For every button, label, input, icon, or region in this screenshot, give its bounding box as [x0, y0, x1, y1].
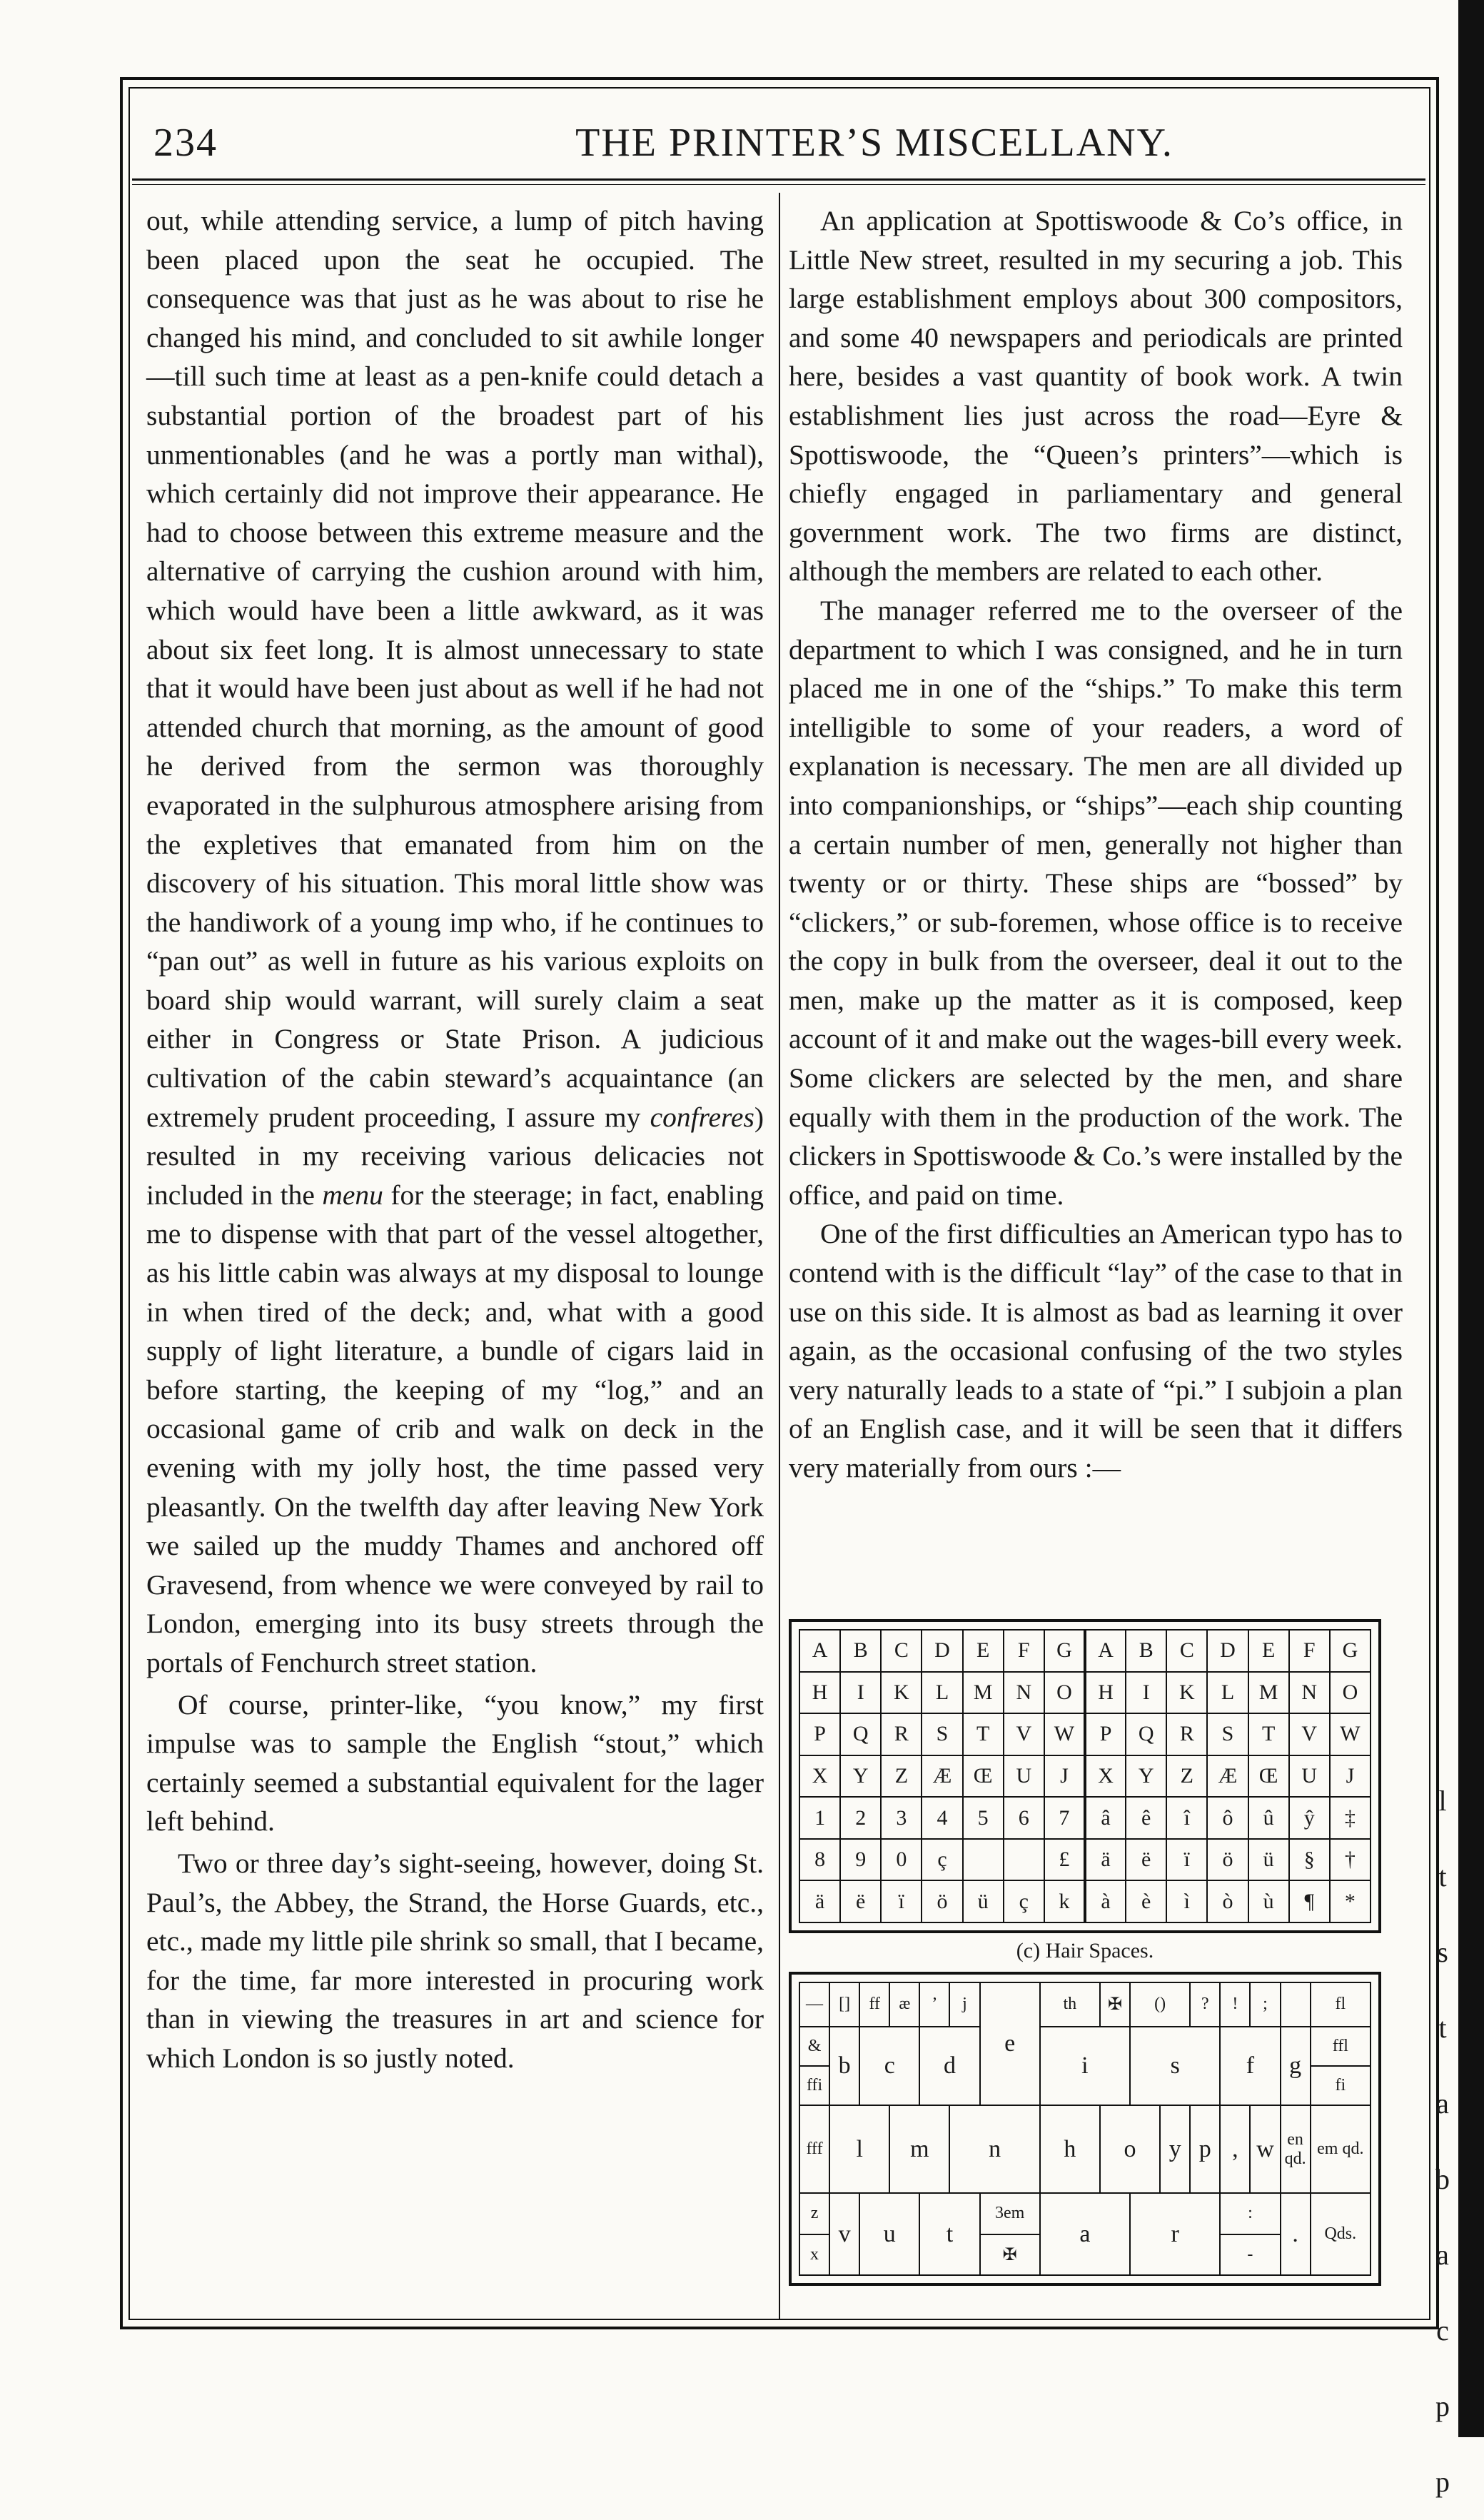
upper-case-cell: ŷ: [1289, 1797, 1330, 1839]
lower-cell-stack: ffl fi: [1311, 2027, 1371, 2106]
upper-case-cell: ô: [1207, 1797, 1248, 1839]
upper-case-cell: ù: [1248, 1880, 1289, 1922]
lower-case-diagram: [789, 1972, 1381, 2286]
upper-case-cell: 0: [881, 1839, 922, 1881]
running-title: THE PRINTER’S MISCELLANY.: [575, 121, 1173, 165]
upper-case-cell: C: [1166, 1630, 1207, 1672]
upper-case-cell: £: [1044, 1839, 1085, 1881]
right-paragraph-1: An application at Spottiswoode & Co’s office, in Little New street, resulted in my securing a job. This large establishment employs about 300 compositors, and some 40 newspapers and periodicals are printed here, besides a vast quantity of book work. A twin establishment lies just across the road—Eyre & Spottiswoode, the “Queen’s printers”—which is chiefly engaged in parliamentary and general government work. The two firms are distinct, although the members are related to each other.: [789, 205, 1403, 588]
upper-case-cell: E: [1248, 1630, 1289, 1672]
upper-case-cell: M: [963, 1672, 1004, 1714]
upper-case-cell: 2: [840, 1797, 881, 1839]
upper-case-cell: à: [1085, 1880, 1126, 1922]
adjacent-page-edge: [1458, 0, 1484, 2437]
upper-case-cell: X: [799, 1755, 840, 1798]
upper-case-cell: A: [799, 1630, 840, 1672]
lower-cell-stack: : -: [1220, 2193, 1280, 2275]
upper-case-cell: U: [1289, 1755, 1330, 1798]
upper-case-cell: †: [1330, 1839, 1371, 1881]
upper-case-cell: O: [1044, 1672, 1085, 1714]
upper-case-cell: ü: [963, 1880, 1004, 1922]
lower-cell: l: [829, 2105, 889, 2193]
upper-case-cell: ë: [1126, 1839, 1166, 1881]
lower-cell: Qds.: [1311, 2193, 1371, 2275]
lower-cell: —: [799, 1982, 829, 2027]
page-header: [153, 120, 1410, 170]
upper-case-cell: E: [963, 1630, 1004, 1672]
upper-case-cell: Z: [1166, 1755, 1207, 1798]
upper-case-cell: Œ: [1248, 1755, 1289, 1798]
upper-case-cell: §: [1289, 1839, 1330, 1881]
upper-case-cell: 7: [1044, 1797, 1085, 1839]
lower-cell: d: [919, 2027, 979, 2106]
upper-case-cell: Æ: [922, 1755, 962, 1798]
lower-cell: n: [949, 2105, 1039, 2193]
lower-cell: []: [829, 1982, 859, 2027]
upper-case-cell: ö: [1207, 1839, 1248, 1881]
header-rule: [132, 178, 1425, 181]
left-column: [146, 201, 764, 2078]
adjacent-page-letters: l t s t a b a c p p: [1435, 1785, 1450, 2498]
lower-cell: .: [1281, 2193, 1311, 2275]
upper-case-cell: ¶: [1289, 1880, 1330, 1922]
upper-case-cell: ç: [1004, 1880, 1044, 1922]
lower-cell-stack: 3em ✠: [980, 2193, 1040, 2275]
lower-cell-stack: z x: [799, 2193, 829, 2275]
lower-cell: b: [829, 2027, 859, 2106]
page-number: 234: [153, 121, 218, 165]
lower-cell: p: [1190, 2105, 1220, 2193]
lower-cell: a: [1040, 2193, 1130, 2275]
lower-cell: w: [1250, 2105, 1280, 2193]
lower-cell: ✠: [1100, 1982, 1130, 2027]
lower-cell: ,: [1220, 2105, 1250, 2193]
upper-case-cell: S: [1207, 1713, 1248, 1755]
upper-case-cell: ‡: [1330, 1797, 1371, 1839]
upper-case-cell: ò: [1207, 1880, 1248, 1922]
upper-case-cell: 5: [963, 1797, 1004, 1839]
lower-cell: y: [1160, 2105, 1190, 2193]
upper-case-cell: ë: [840, 1880, 881, 1922]
lower-cell: (): [1130, 1982, 1190, 2027]
upper-case-cell: V: [1289, 1713, 1330, 1755]
upper-case-cell: û: [1248, 1797, 1289, 1839]
column-rule: [779, 193, 780, 2320]
upper-case-cell: F: [1289, 1630, 1330, 1672]
left-paragraph-3: Two or three day’s sight-seeing, however, doing St. Paul’s, the Abbey, the Strand, the Horse Guards, etc., etc., made my little pile shrink so small, that I became, for the time, far more interested in procuring work than in viewing the treasures in art and science for which London is so justly noted.: [146, 1847, 764, 2074]
upper-case-cell: Œ: [963, 1755, 1004, 1798]
upper-case-cell: D: [922, 1630, 962, 1672]
upper-case-cell: G: [1330, 1630, 1371, 1672]
right-column: [789, 201, 1403, 1488]
upper-case-cell: k: [1044, 1880, 1085, 1922]
lower-cell: fff: [799, 2105, 829, 2193]
lower-cell: o: [1100, 2105, 1160, 2193]
upper-case-cell: [963, 1839, 1004, 1881]
right-paragraph-3: One of the first difficulties an American typo has to contend with is the difficult “lay” of the case to that in use on this side. It is almost as bad as learning it over again, as the occasional confusing of the two styles very naturally leads to a state of “pi.” I subjoin a plan of an English case, and it will be seen that it differs very materially from ours :—: [789, 1218, 1403, 1483]
lower-cell: g: [1281, 2027, 1311, 2106]
upper-case-cell: Z: [881, 1755, 922, 1798]
upper-case-cell: U: [1004, 1755, 1044, 1798]
upper-case-cell: H: [799, 1672, 840, 1714]
upper-case-cell: B: [1126, 1630, 1166, 1672]
upper-case-cell: ö: [922, 1880, 962, 1922]
lower-cell: s: [1130, 2027, 1220, 2106]
upper-case-cell: V: [1004, 1713, 1044, 1755]
upper-case-cell: ï: [1166, 1839, 1207, 1881]
upper-case-cell: M: [1248, 1672, 1289, 1714]
lower-cell: fl: [1311, 1982, 1371, 2027]
lower-cell: ’: [919, 1982, 949, 2027]
upper-case-cell: ì: [1166, 1880, 1207, 1922]
upper-case-cell: Q: [1126, 1713, 1166, 1755]
upper-case-cell: S: [922, 1713, 962, 1755]
upper-case-cell: H: [1085, 1672, 1126, 1714]
lower-cell-e: e: [980, 1982, 1040, 2105]
upper-case-cell: B: [840, 1630, 881, 1672]
upper-case-cell: ü: [1248, 1839, 1289, 1881]
lower-cell: h: [1040, 2105, 1100, 2193]
upper-case-cell: W: [1044, 1713, 1085, 1755]
upper-case-cell: C: [881, 1630, 922, 1672]
upper-case-cell: W: [1330, 1713, 1371, 1755]
lower-cell: æ: [889, 1982, 919, 2027]
upper-case-cell: î: [1166, 1797, 1207, 1839]
upper-case-cell: I: [840, 1672, 881, 1714]
upper-case-cell: R: [881, 1713, 922, 1755]
upper-case-cell: J: [1330, 1755, 1371, 1798]
upper-case-cell: Q: [840, 1713, 881, 1755]
upper-case-diagram: [789, 1619, 1381, 1933]
upper-case-cell: J: [1044, 1755, 1085, 1798]
upper-case-cell: P: [799, 1713, 840, 1755]
lower-cell: ff: [859, 1982, 889, 2027]
lower-cell: [1281, 1982, 1311, 2027]
left-paragraph-1: out, while attending service, a lump of pitch having been placed upon the seat he occupied. The consequence was that just as he was about to rise he changed his mind, and concluded to sit awhile longer—till such time at least as a pen-knife could detach a substantial portion of the broadest part of his unmentionables (and he was a portly man withal), which certainly did not improve their appearance. He had to choose between this extreme measure and the alternative of carrying the cushion around with him, which would have been a little awkward, as it was about six feet long. It is almost unnecessary to state that it would have been just about as well if he had not attended church that morning, as the amount of good he derived from the sermon was thoroughly evaporated in the sulphurous atmosphere arising from the expletives that emanated from him on the discovery of his situation. This moral little show was the handiwork of a young imp who, if he continues to “pan out” as well in future as his various exploits on board ship would warrant, will surely claim a seat either in Congress or State Prison. A judicious cultivation of the cabin steward’s acquaintance (an extremely prudent proceeding, I assure my confreres) resulted in my receiving various delicacies not included in the menu for the steerage; in fact, enabling me to dispense with that part of the vessel altogether, as his little cabin was always at my disposal to lounge in when tired of the deck; and, what with a good supply of light literature, a bundle of cigars laid in before starting, the keeping of my “log,” and an occasional game of crib and walk on deck in the evening with my jolly host, the time passed very pleasantly. On the twelfth day after leaving New York we sailed up the muddy Thames and anchored off Gravesend, from whence we were conveyed by rail to London, emerging into its busy streets through the portals of Fenchurch street station.: [146, 205, 764, 1678]
upper-case-cell: T: [963, 1713, 1004, 1755]
upper-case-cell: L: [922, 1672, 962, 1714]
upper-case-cell: Y: [1126, 1755, 1166, 1798]
lower-cell: ;: [1250, 1982, 1280, 2027]
lower-cell: v: [829, 2193, 859, 2275]
upper-case-cell: N: [1289, 1672, 1330, 1714]
upper-case-cell: D: [1207, 1630, 1248, 1672]
upper-case-cell: I: [1126, 1672, 1166, 1714]
lower-cell: en qd.: [1281, 2105, 1311, 2193]
upper-case-cell: 9: [840, 1839, 881, 1881]
lower-cell-stack: & ffi: [799, 2027, 829, 2106]
lower-cell: j: [949, 1982, 979, 2027]
upper-case-cell: F: [1004, 1630, 1044, 1672]
lower-case-grid: [799, 1982, 1371, 2276]
upper-case-cell: G: [1044, 1630, 1085, 1672]
upper-case-cell: [1004, 1839, 1044, 1881]
upper-case-cell: A: [1085, 1630, 1126, 1672]
case-caption: (c) Hair Spaces.: [1016, 1939, 1154, 1962]
upper-case-cell: K: [1166, 1672, 1207, 1714]
right-paragraph-2: The manager referred me to the overseer of the department to which I was consigned, and he in turn placed me in one of the “ships.” To make this term intelligible to some of your readers, a word of explanation is necessary. The men are all divided up into companionships, or “ships”—each ship counting a certain number of men, generally not higher than twenty or or thirty. These ships are “bossed” by “clickers,” or sub-foremen, whose office is to receive the copy in bulk from the overseer, deal it out to the men, make up the matter as it is composed, keep account of it and make out the wages-bill every week. Some clickers are selected by the men, and share equally with them in the production of the work. The clickers in Spottiswoode & Co.’s were installed by the office, and paid on time.: [789, 594, 1403, 1211]
upper-case-cell: Æ: [1207, 1755, 1248, 1798]
left-paragraph-2: Of course, printer-like, “you know,” my first impulse was to sample the English “stout,” which certainly seemed a substantial equivalent for the lager left behind.: [146, 1688, 764, 1838]
upper-case-cell: ç: [922, 1839, 962, 1881]
lower-cell: em qd.: [1311, 2105, 1371, 2193]
lower-cell: c: [859, 2027, 919, 2106]
upper-case-cell: ä: [1085, 1839, 1126, 1881]
upper-case-cell: ê: [1126, 1797, 1166, 1839]
upper-case-cell: N: [1004, 1672, 1044, 1714]
lower-cell: u: [859, 2193, 919, 2275]
lower-cell: f: [1220, 2027, 1280, 2106]
upper-case-grid: [799, 1629, 1371, 1923]
upper-case-cell: K: [881, 1672, 922, 1714]
header-rule-thin: [132, 184, 1425, 185]
upper-case-cell: L: [1207, 1672, 1248, 1714]
lower-cell: th: [1040, 1982, 1100, 2027]
lower-cell: ?: [1190, 1982, 1220, 2027]
upper-case-cell: T: [1248, 1713, 1289, 1755]
upper-case-cell: 3: [881, 1797, 922, 1839]
upper-case-cell: X: [1085, 1755, 1126, 1798]
upper-case-cell: 4: [922, 1797, 962, 1839]
lower-cell: i: [1040, 2027, 1130, 2106]
lower-cell: !: [1220, 1982, 1250, 2027]
upper-case-cell: R: [1166, 1713, 1207, 1755]
lower-cell: r: [1130, 2193, 1220, 2275]
lower-cell: t: [919, 2193, 979, 2275]
upper-case-cell: *: [1330, 1880, 1371, 1922]
upper-case-cell: â: [1085, 1797, 1126, 1839]
upper-case-cell: ï: [881, 1880, 922, 1922]
upper-case-cell: 8: [799, 1839, 840, 1881]
upper-case-cell: 1: [799, 1797, 840, 1839]
upper-case-cell: O: [1330, 1672, 1371, 1714]
upper-case-cell: 6: [1004, 1797, 1044, 1839]
upper-case-cell: P: [1085, 1713, 1126, 1755]
lower-cell: m: [889, 2105, 949, 2193]
upper-case-cell: Y: [840, 1755, 881, 1798]
upper-case-cell: ä: [799, 1880, 840, 1922]
upper-case-cell: è: [1126, 1880, 1166, 1922]
